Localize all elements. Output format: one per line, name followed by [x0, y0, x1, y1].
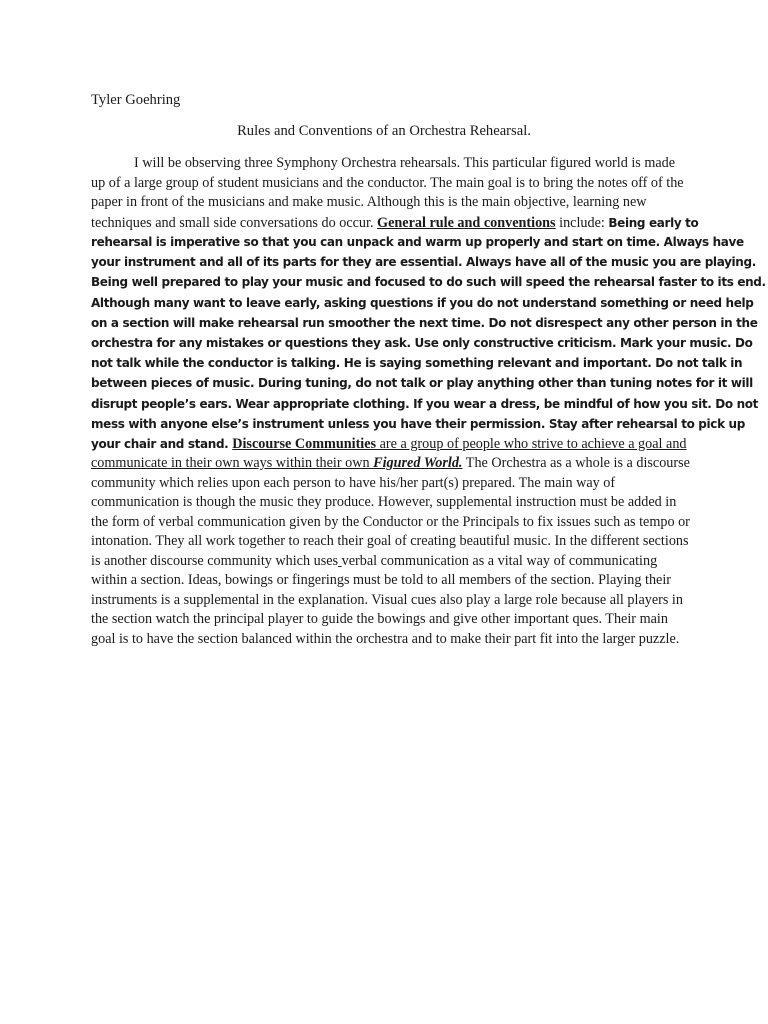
body-line: goal is to have the section balanced within the orchestra and to make their part fit into the larger puzzle. — [91, 630, 680, 647]
body-line: intonation. They all work together to reach their goal of creating beautiful music. In the different sections — [91, 533, 689, 550]
body-line: the section watch the principal player to guide the bowings and give other important ques. Their main — [91, 611, 668, 628]
body-line: within a section. Ideas, bowings or fingerings must be told to all members of the section. Playing their — [91, 572, 672, 589]
body-line: Being well prepared to play your music and focused to do such will speed the rehearsal faster to its end. — [91, 275, 766, 290]
body-line: between pieces of music. During tuning, do not talk or play anything other than tuning notes for it will — [91, 376, 753, 391]
body-line: is another discourse community which uses verbal communication as a vital way of communicating — [91, 552, 658, 569]
body-line: not talk while the conductor is talking. He is saying something relevant and important. Do not talk in — [91, 356, 743, 371]
figured-world-term: Figured World. — [373, 455, 463, 472]
body-line: paper in front of the musicians and make music. Although this is the main objective, learning new — [91, 194, 647, 210]
body-line: communicate in their own ways within their own Figured World. The Orchestra as a whole is a discourse — [91, 455, 690, 472]
document-title: Rules and Conventions of an Orchestra Rehearsal. — [237, 123, 531, 139]
body-line: rehearsal is imperative so that you can unpack and warm up properly and start on time. Always have — [91, 235, 744, 249]
author-name: Tyler Goehring — [91, 92, 181, 108]
body-line: your chair and stand. Discourse Communities are a group of people who strive to achieve a goal and — [91, 435, 687, 452]
body-line: community which relies upon each person to have his/her part(s) prepared. The main way of — [91, 474, 616, 491]
body-line: up of a large group of student musicians and the conductor. The main goal is to bring the notes off of the — [91, 174, 684, 191]
section-heading-general-rules: General rule and conventions — [377, 214, 556, 231]
body-line: Although many want to leave early, asking questions if you do not understand something or need help — [91, 295, 754, 310]
body-line: communication is though the music they produce. However, supplemental instruction must be added in — [91, 494, 677, 511]
body-line: disrupt people’s ears. Wear appropriate clothing. If you wear a dress, be mindful of how you sit. Do not — [91, 396, 759, 411]
document-body — [91, 154, 766, 649]
body-line: on a section will make rehearsal run smoother the next time. Do not disrespect any other person in the — [91, 315, 758, 330]
body-line: techniques and small side conversations do occur. General rule and conventions include: Being early to — [91, 214, 699, 231]
body-line: the form of verbal communication given by the Conductor or the Principals to fix issues such as tempo or — [91, 513, 690, 530]
body-line: mess with anyone else’s instrument unless you have their permission. Stay after rehearsal to pick up — [91, 416, 745, 431]
body-line: orchestra for any mistakes or questions they ask. Use only constructive criticism. Mark your music. Do — [91, 335, 753, 350]
section-heading-discourse-communities: Discourse Communities — [232, 435, 377, 452]
body-line: I will be observing three Symphony Orchestra rehearsals. This particular figured world is made — [134, 155, 676, 171]
body-line: instruments is a supplemental in the explanation. Visual cues also play a large role because all players in — [91, 591, 683, 608]
body-line: your instrument and all of its parts for they are essential. Always have all of the music you are playing. — [91, 255, 756, 270]
